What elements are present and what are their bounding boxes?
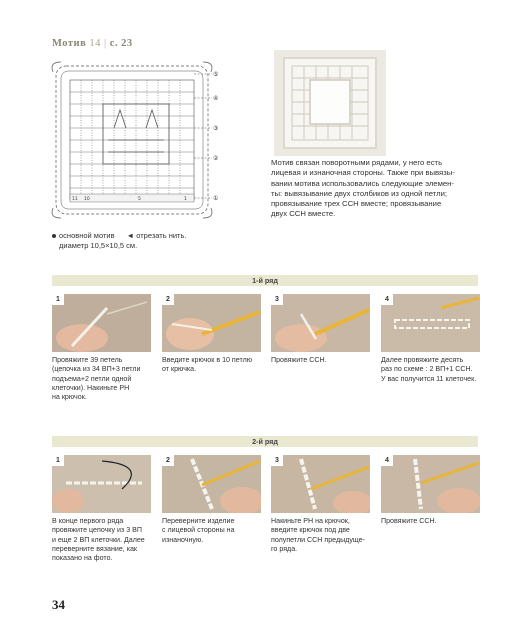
- description-line: Мотив связан поворотными рядами, у него есть: [271, 158, 443, 167]
- step-caption: [52, 517, 151, 563]
- caption-line: с лицевой стороны на: [162, 526, 235, 535]
- header-separator: |: [104, 38, 107, 49]
- step-card: [271, 294, 370, 365]
- step-number: 1: [52, 455, 64, 466]
- motif-number: 14: [89, 38, 101, 49]
- step-card: [381, 455, 480, 526]
- row-label-5: ⑤: [213, 71, 219, 78]
- legend-diameter: диаметр 10,5×10,5 см.: [59, 241, 138, 250]
- caption-line: полупетли ССН предыдуще-: [271, 535, 365, 544]
- caption-line: раз по схеме : 2 ВП+1 ССН.: [381, 365, 473, 374]
- bullet-icon: [52, 234, 56, 238]
- step-photo: [271, 294, 370, 352]
- step-number: 1: [52, 294, 64, 305]
- caption-line: переверните вязание, как: [52, 544, 138, 553]
- caption-line: Провяжите ССН.: [381, 517, 437, 525]
- step-number: 4: [381, 455, 393, 466]
- step-card: [381, 294, 480, 384]
- bottom-number-5: 5: [138, 197, 141, 202]
- caption-line: и еще 2 ВП клеточки. Далее: [52, 535, 145, 544]
- caption-line: показано на фото.: [52, 554, 113, 563]
- description-line: провязывание трех ССН вместе; провязывание: [271, 199, 442, 209]
- caption-line: В конце первого ряда: [52, 517, 124, 525]
- row-label-3: ③: [213, 125, 219, 132]
- step-card: [162, 294, 261, 375]
- crochet-motif-image: [274, 50, 386, 156]
- bottom-number-10: 10: [84, 197, 90, 202]
- step-card: [52, 294, 151, 402]
- step-caption: [162, 356, 261, 375]
- step-card: [271, 455, 370, 554]
- description-line: двух ССН вместе.: [271, 209, 336, 219]
- page-header: [52, 38, 133, 49]
- section-title-row-1: 1-й ряд: [52, 275, 478, 286]
- motif-title: Мотив: [52, 38, 87, 49]
- step-photo: [52, 294, 151, 352]
- legend-main-motif: основной мотив: [59, 231, 115, 240]
- caption-line: изнаночную.: [162, 535, 204, 544]
- caption-line: провяжите цепочку из 3 ВП: [52, 526, 142, 535]
- row-label-2: ②: [213, 155, 219, 162]
- caption-line: У вас получится 11 клеточек.: [381, 374, 477, 383]
- caption-line: введите крючок под две: [271, 526, 350, 535]
- bottom-number-11: 11: [72, 197, 78, 202]
- bottom-number-1: 1: [184, 197, 187, 202]
- arrow-left-icon: ◄: [126, 231, 135, 240]
- step-card: [162, 455, 261, 545]
- caption-line: Введите крючок в 10 петлю: [162, 356, 253, 364]
- step-caption: [271, 356, 370, 365]
- caption-line: го ряда.: [271, 544, 298, 553]
- step-photo: [162, 455, 261, 513]
- caption-line: Накиньте РН на крючок,: [271, 517, 350, 525]
- step-card: [52, 455, 151, 563]
- step-number: 3: [271, 294, 283, 305]
- row-label-4: ④: [213, 95, 219, 102]
- caption-line: (цепочка из 34 ВП+3 петли: [52, 365, 141, 374]
- caption-line: от крючка.: [162, 365, 197, 374]
- description-line: ты: вывязывание двух столбиков из одной петли;: [271, 188, 448, 198]
- step-photo: [52, 455, 151, 513]
- step-photo: [381, 455, 480, 513]
- motif-photo: [274, 50, 386, 156]
- caption-line: Провяжите 39 петель: [52, 356, 123, 364]
- step-photo: [162, 294, 261, 352]
- page-reference: с. 23: [109, 38, 133, 49]
- crochet-chart-diagram: [48, 58, 224, 224]
- caption-line: Далее провяжите десять: [381, 356, 464, 364]
- step-number: 2: [162, 294, 174, 305]
- step-caption: [381, 517, 480, 526]
- caption-line: подъема+2 петли одной: [52, 374, 132, 383]
- step-caption: [52, 356, 151, 402]
- legend-cut-thread: отрезать нить.: [136, 231, 187, 240]
- step-number: 2: [162, 455, 174, 466]
- step-number: 4: [381, 294, 393, 305]
- page-number: 34: [52, 597, 65, 612]
- motif-description: [271, 158, 481, 220]
- section-title-row-2: 2-й ряд: [52, 436, 478, 447]
- step-caption: [271, 517, 370, 554]
- caption-line: клеточки). Накиньте РН: [52, 383, 130, 392]
- step-photo: [381, 294, 480, 352]
- caption-line: на крючок.: [52, 393, 87, 402]
- caption-line: Провяжите ССН.: [271, 356, 327, 364]
- step-photo: [271, 455, 370, 513]
- diagram-legend: [52, 231, 186, 251]
- step-number: 3: [271, 455, 283, 466]
- row-label-1: ①: [213, 195, 219, 202]
- caption-line: Переверните изделие: [162, 517, 235, 525]
- description-line: лицевая и изнаночная стороны. Также при вывязы-: [271, 168, 455, 178]
- description-line: вании мотива использовались следующие элемен-: [271, 178, 454, 188]
- step-caption: [162, 517, 261, 545]
- step-caption: [381, 356, 480, 384]
